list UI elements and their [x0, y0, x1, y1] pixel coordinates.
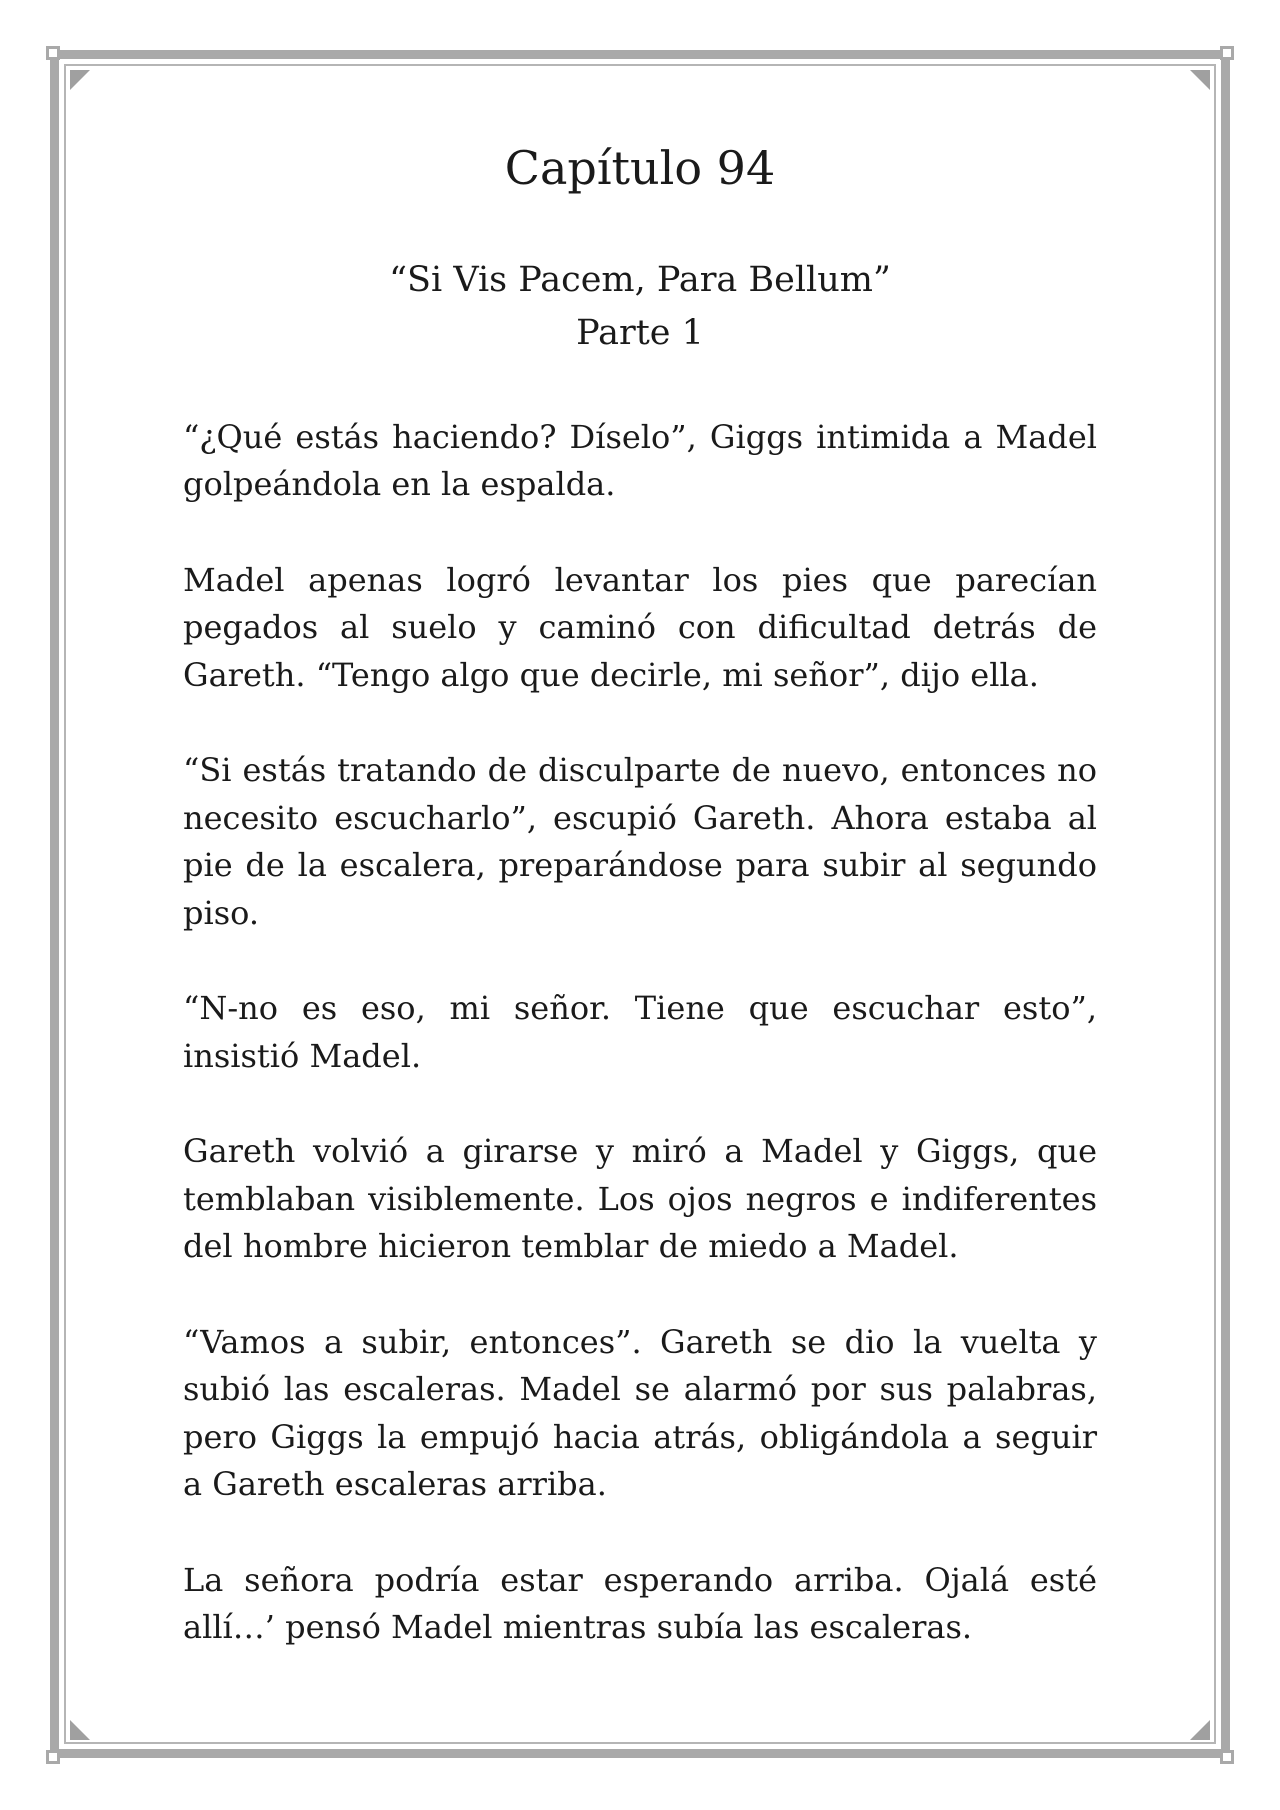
corner-ornament-bottom-right: [1220, 1750, 1234, 1764]
corner-triangle-top-right: [1190, 70, 1210, 90]
corner-ornament-top-left: [46, 46, 60, 60]
chapter-title: Capítulo 94: [504, 141, 776, 195]
paragraph-4: “N-no es eso, mi señor. Tiene que escuchar esto”, insistió Madel.: [183, 989, 1097, 1075]
chapter-subtitle: [183, 254, 1097, 360]
paragraph-2: Madel apenas logró levantar los pies que parecían pegados al suelo y caminó con dificultad detrás de Gareth. “Tengo algo que decirle, mi señor”, dijo ella.: [183, 560, 1097, 694]
paragraph-6: “Vamos a subir, entonces”. Gareth se dio la vuelta y subió las escaleras. Madel se alarmó por sus palabras, pero Giggs la empujó hacia atrás, obligándola a seguir a Gareth escaleras arriba.: [183, 1322, 1097, 1503]
page-content: [183, 140, 1097, 1700]
subtitle-line-2: Parte 1: [576, 312, 704, 353]
corner-triangle-bottom-right: [1190, 1720, 1210, 1740]
paragraph-1: “¿Qué estás haciendo? Díselo”, Giggs intimida a Madel golpeándola en la espalda.: [183, 417, 1097, 503]
paragraph-7: La señora podría estar esperando arriba. Ojalá esté allí…’ pensó Madel mientras subía las escaleras.: [183, 1560, 1097, 1646]
paragraph-5: Gareth volvió a girarse y miró a Madel y Giggs, que temblaban visiblemente. Los ojos negros e indiferentes del hombre hicieron temblar de miedo a Madel.: [183, 1132, 1097, 1265]
paragraph-3: “Si estás tratando de disculparte de nuevo, entonces no necesito escucharlo”, escupió Gareth. Ahora estaba al pie de la escalera, preparándose para subir al segundo piso.: [183, 751, 1097, 932]
corner-triangle-top-left: [70, 70, 90, 90]
subtitle-line-1: “Si Vis Pacem, Para Bellum”: [389, 259, 891, 300]
corner-triangle-bottom-left: [70, 1720, 90, 1740]
corner-ornament-bottom-left: [46, 1750, 60, 1764]
corner-ornament-top-right: [1220, 46, 1234, 60]
